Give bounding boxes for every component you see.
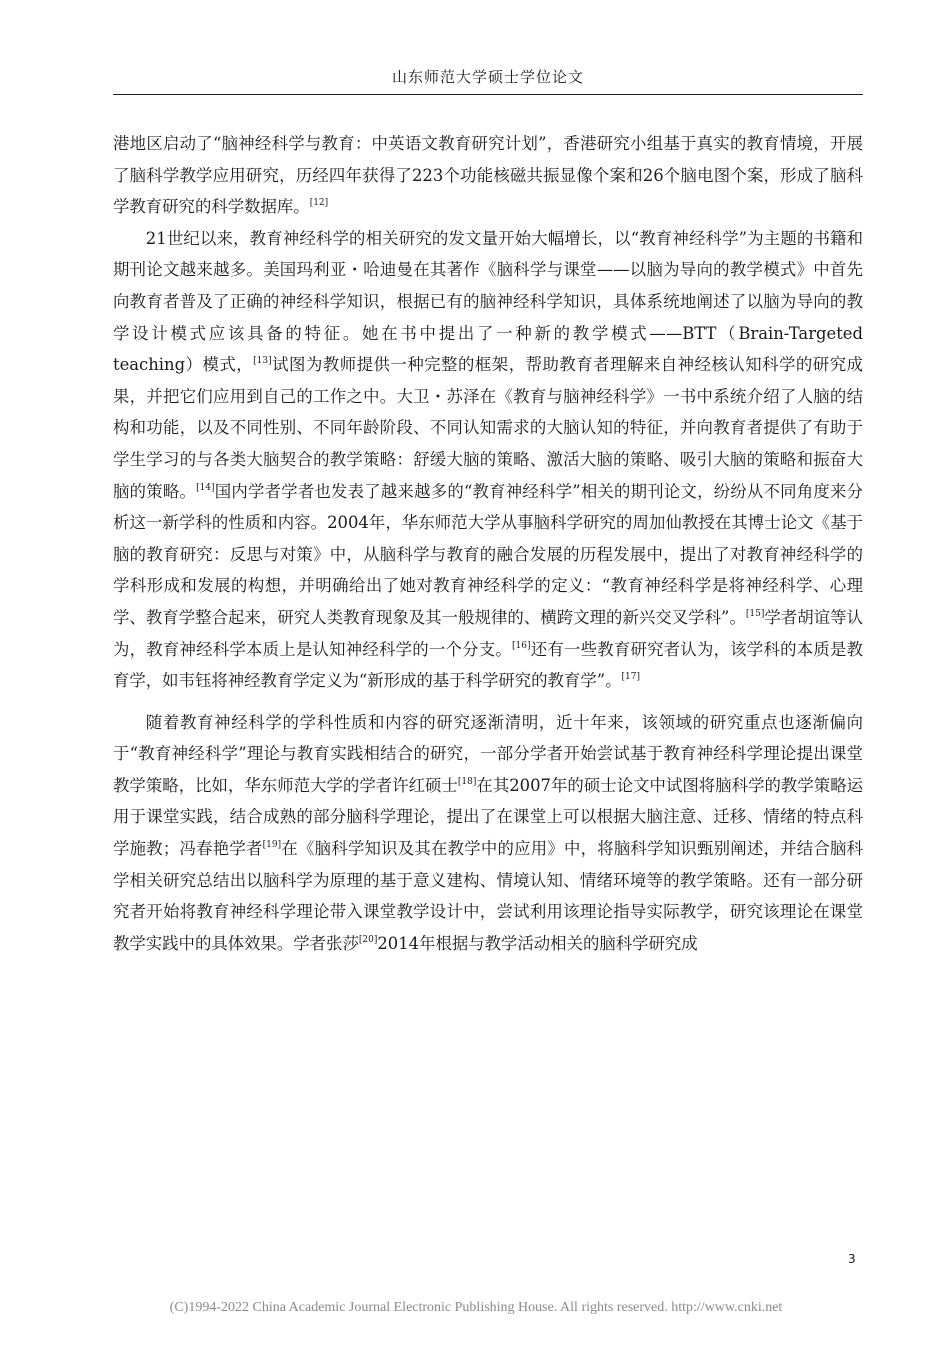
- paragraph-2: [113, 223, 863, 697]
- text-run: 随着教育神经科学的学科性质和内容的研究逐渐清明，近十年来，该领域的研究重点也逐渐偏向于“教育神经科学”理论与教育实践相结合的研究，一部分学者开始尝试基于教育神经科学理论提出课堂教学策略，比如，华东师范大学的学者许红硕士: [113, 712, 863, 795]
- text-run: 试图为教师提供一种完整的框架，帮助教育者理解来自神经核认知科学的研究成果，并把它们应用到自己的工作之中。大卫・苏泽在《教育与脑神经科学》一书中系统介绍了人脑的结构和功能，以及不同性别、不同年龄阶段、不同认知需求的大脑认知的特征，并向教育者提供了有助于学生学习的与各类大脑契合的教学策略：舒缓大脑的策略、激活大脑的策略、吸引大脑的策略和振奋大脑的策略。: [113, 355, 863, 501]
- text-run: 学者胡谊等认为，教育神经科学本质上是认知神经科学的一个分支。: [113, 607, 863, 659]
- text-run: 国内学者学者也发表了越来越多的“教育神经科学”相关的期刊论文，纷纷从不同角度来分析这一新学科的性质和内容。2004年，华东师范大学从事脑科学研究的周加仙教授在其博士论文《基于脑的教育研究：反思与对策》中，从脑科学与教育的融合发展的历程发展中，提出了对教育神经科学的学科形成和发展的构想，并明确给出了她对教育神经科学的定义：“教育神经科学是将神经科学、心理学、教育学整合起来，研究人类教育现象及其一般规律的、横跨文理的新兴交叉学科”。: [113, 481, 863, 627]
- text-run: 在其2007年的硕士论文中试图将脑科学的教学策略运用于课堂实践，结合成熟的部分脑科学理论，提出了在课堂上可以根据大脑注意、迁移、情绪的特点科学施教；冯春艳学者: [113, 775, 864, 859]
- text-run: 还有一些教育研究者认为，该学科的本质是教育学，如韦钰将神经教育学定义为“新形成的基于科学研究的教育学”。: [113, 639, 864, 691]
- citation-ref: [19]: [262, 840, 282, 851]
- text-run: 21世纪以来，教育神经科学的相关研究的发文量开始大幅增长，以“教育神经科学”为主题的书籍和期刊论文越来越多。美国玛利亚・哈迪曼在其著作《脑科学与课堂——以脑为导向的教学模式》中首先向教育者普及了正确的神经科学知识，根据已有的脑神经科学知识，具体系统地阐述了以脑为导向的教学设计模式应该具备的特征。她在书中提出了一种新的教学模式——BTT（Brain-Targeted teaching）模式，: [113, 228, 863, 375]
- citation-ref: [15]: [745, 608, 765, 619]
- page-number: 3: [848, 1252, 856, 1266]
- citation-ref: [18]: [457, 776, 477, 787]
- citation-ref: [20]: [358, 934, 378, 945]
- paragraph-3: [113, 707, 863, 960]
- text-run: 港地区启动了“脑神经科学与教育：中英语文教育研究计划”，香港研究小组基于真实的教育情境，开展了脑科学教学应用研究，历经四年获得了223个功能核磁共振显像个案和26个脑电图个案，形成了脑科学教育研究的科学数据库。: [113, 134, 863, 217]
- header-rule: [113, 94, 863, 95]
- text-run: 在《脑科学知识及其在教学中的应用》中，将脑科学知识甄别阐述，并结合脑科学相关研究总结出以脑科学为原理的基于意义建构、情境认知、情绪环境等的教学策略。还有一部分研究者开始将教育神经科学理论带入课堂教学设计中，尝试利用该理论指导实际教学，研究该理论在课堂教学实践中的具体效果。学者张莎: [113, 839, 864, 953]
- citation-ref: [12]: [309, 198, 329, 209]
- copyright-footer: (C)1994-2022 China Academic Journal Electronic Publishing House. All rights reserved. http://www.cnki.net: [169, 1300, 783, 1315]
- paragraph-1: [113, 128, 863, 223]
- running-header: 山东师范大学硕士学位论文: [391, 68, 584, 86]
- citation-ref: [16]: [512, 640, 531, 651]
- citation-ref: [13]: [253, 356, 272, 367]
- text-run: 2014年根据与教学活动相关的脑科学研究成: [377, 933, 698, 953]
- body-text: [113, 128, 863, 959]
- citation-ref: [14]: [196, 482, 215, 493]
- citation-ref: [17]: [621, 672, 640, 683]
